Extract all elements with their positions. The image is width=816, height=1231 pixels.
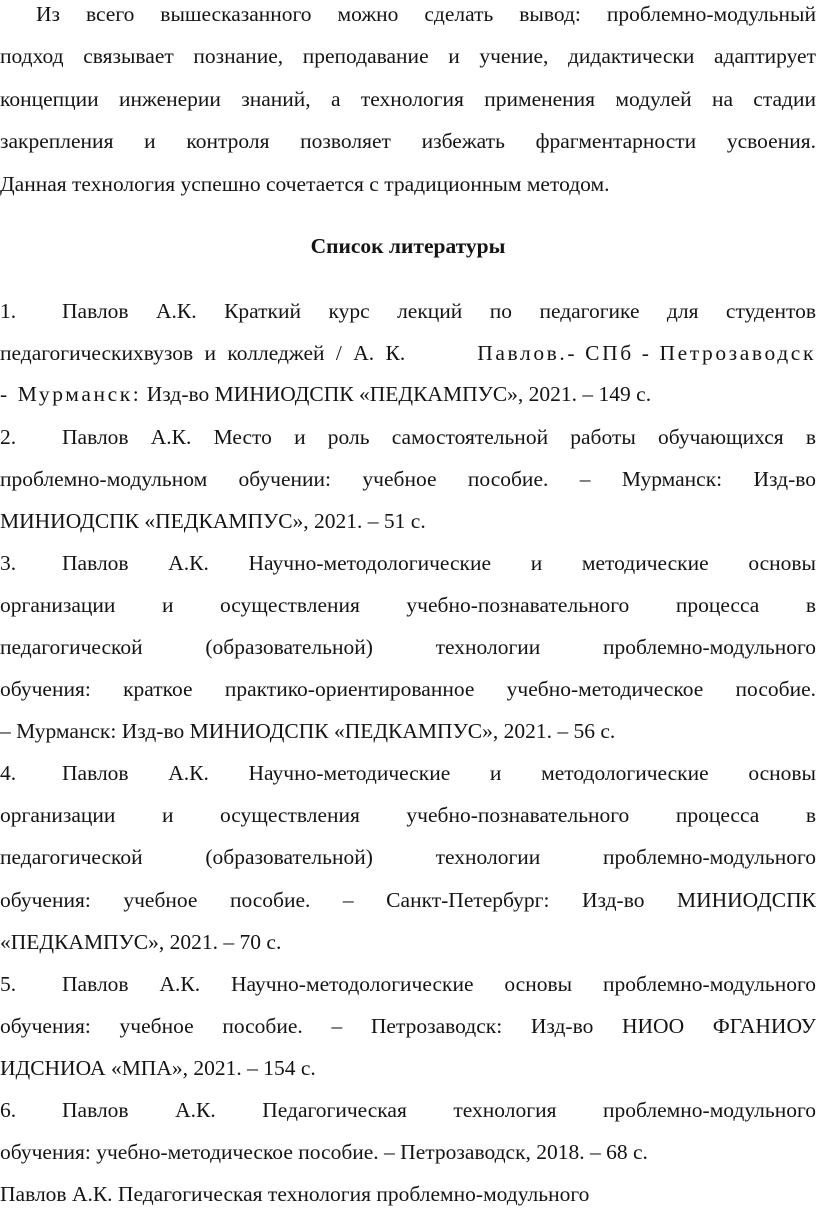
reference-number: 2. — [0, 425, 17, 449]
conclusion-line-5: Данная технология успешно сочетается с традиционным методом. — [0, 172, 610, 196]
reference-text: Павлов.- СПб - Петрозаводск — [477, 341, 816, 365]
reference-text: Павлов А.К. Научно-методологические основы проблемно-модульного — [62, 972, 816, 996]
conclusion-line-2: подход связывает познание, преподавание и учение, дидактически адаптирует — [0, 44, 816, 68]
reference-text: Павлов А.К. Научно-методологические и методические основы — [62, 551, 816, 575]
reference-text: Павлов А.К. Краткий курс лекций по педагогике для студентов — [62, 299, 816, 323]
reference-1-line-3 — [0, 384, 816, 406]
reference-text: Павлов А.К. Педагогическая технология проблемно-модульного — [62, 1098, 816, 1122]
conclusion-line-3: концепции инженерии знаний, а технология применения модулей на стадии — [0, 87, 816, 111]
reference-number: 1. — [0, 299, 17, 323]
reference-number: 5. — [0, 972, 17, 996]
reference-3-line-2: организации и осуществления учебно-познавательного процесса в — [0, 593, 816, 617]
reference-number: 3. — [0, 551, 17, 575]
reference-text: Павлов А.К. Научно-методические и методологические основы — [62, 761, 816, 785]
reference-text: Изд-во МИНИОДСПК «ПЕДКАМПУС», 2021. – 149 с. — [141, 382, 652, 406]
reference-6-line-2: обучения: учебно-методическое пособие. – Петрозаводск, 2018. – 68 с. — [0, 1140, 648, 1164]
reference-text: Павлов А.К. Место и роль самостоятельной работы обучающихся в — [62, 425, 816, 449]
reference-3-line-4: обучения: краткое практико-ориентированное учебно-методическое пособие. — [0, 677, 816, 701]
reference-1-line-2 — [0, 343, 816, 365]
reference-6-line-1 — [0, 1100, 816, 1122]
reference-number: 6. — [0, 1098, 17, 1122]
reference-1-line-1 — [0, 301, 816, 323]
reference-text: - Мурманск: — [0, 382, 142, 406]
conclusion-line-4: закрепления и контроля позволяет избежать фрагментарности усвоения. — [0, 129, 816, 153]
reference-4-line-3: педагогической (образовательной) технологии проблемно-модульного — [0, 845, 816, 869]
reference-4-line-5: «ПЕДКАМПУС», 2021. – 70 с. — [0, 930, 282, 954]
reference-trailing-line: Павлов А.К. Педагогическая технология проблемно-модульного — [0, 1182, 590, 1206]
reference-text: педагогическихвузов и колледжей / А. К. — [0, 341, 417, 365]
reference-number: 4. — [0, 761, 17, 785]
conclusion-line-1: Из всего вышесказанного можно сделать вывод: проблемно-модульный — [36, 2, 816, 26]
reference-3-line-3: педагогической (образовательной) технологии проблемно-модульного — [0, 635, 816, 659]
reference-2-line-2: проблемно-модульном обучении: учебное пособие. – Мурманск: Изд-во — [0, 467, 816, 491]
references-title: Список литературы — [310, 234, 506, 258]
reference-5-line-1 — [0, 974, 816, 996]
reference-5-line-3: ИДСНИОА «МПА», 2021. – 154 с. — [0, 1056, 316, 1080]
reference-4-line-1 — [0, 763, 816, 785]
reference-3-line-1 — [0, 553, 816, 575]
reference-5-line-2: обучения: учебное пособие. – Петрозаводск: Изд-во НИОО ФГАНИОУ — [0, 1014, 816, 1038]
reference-4-line-4: обучения: учебное пособие. – Санкт-Петербург: Изд-во МИНИОДСПК — [0, 888, 816, 912]
reference-4-line-2: организации и осуществления учебно-познавательного процесса в — [0, 803, 816, 827]
reference-2-line-1 — [0, 427, 816, 449]
reference-3-line-5: – Мурманск: Изд-во МИНИОДСПК «ПЕДКАМПУС», 2021. – 56 с. — [0, 719, 616, 743]
reference-2-line-3: МИНИОДСПК «ПЕДКАМПУС», 2021. – 51 с. — [0, 509, 426, 533]
